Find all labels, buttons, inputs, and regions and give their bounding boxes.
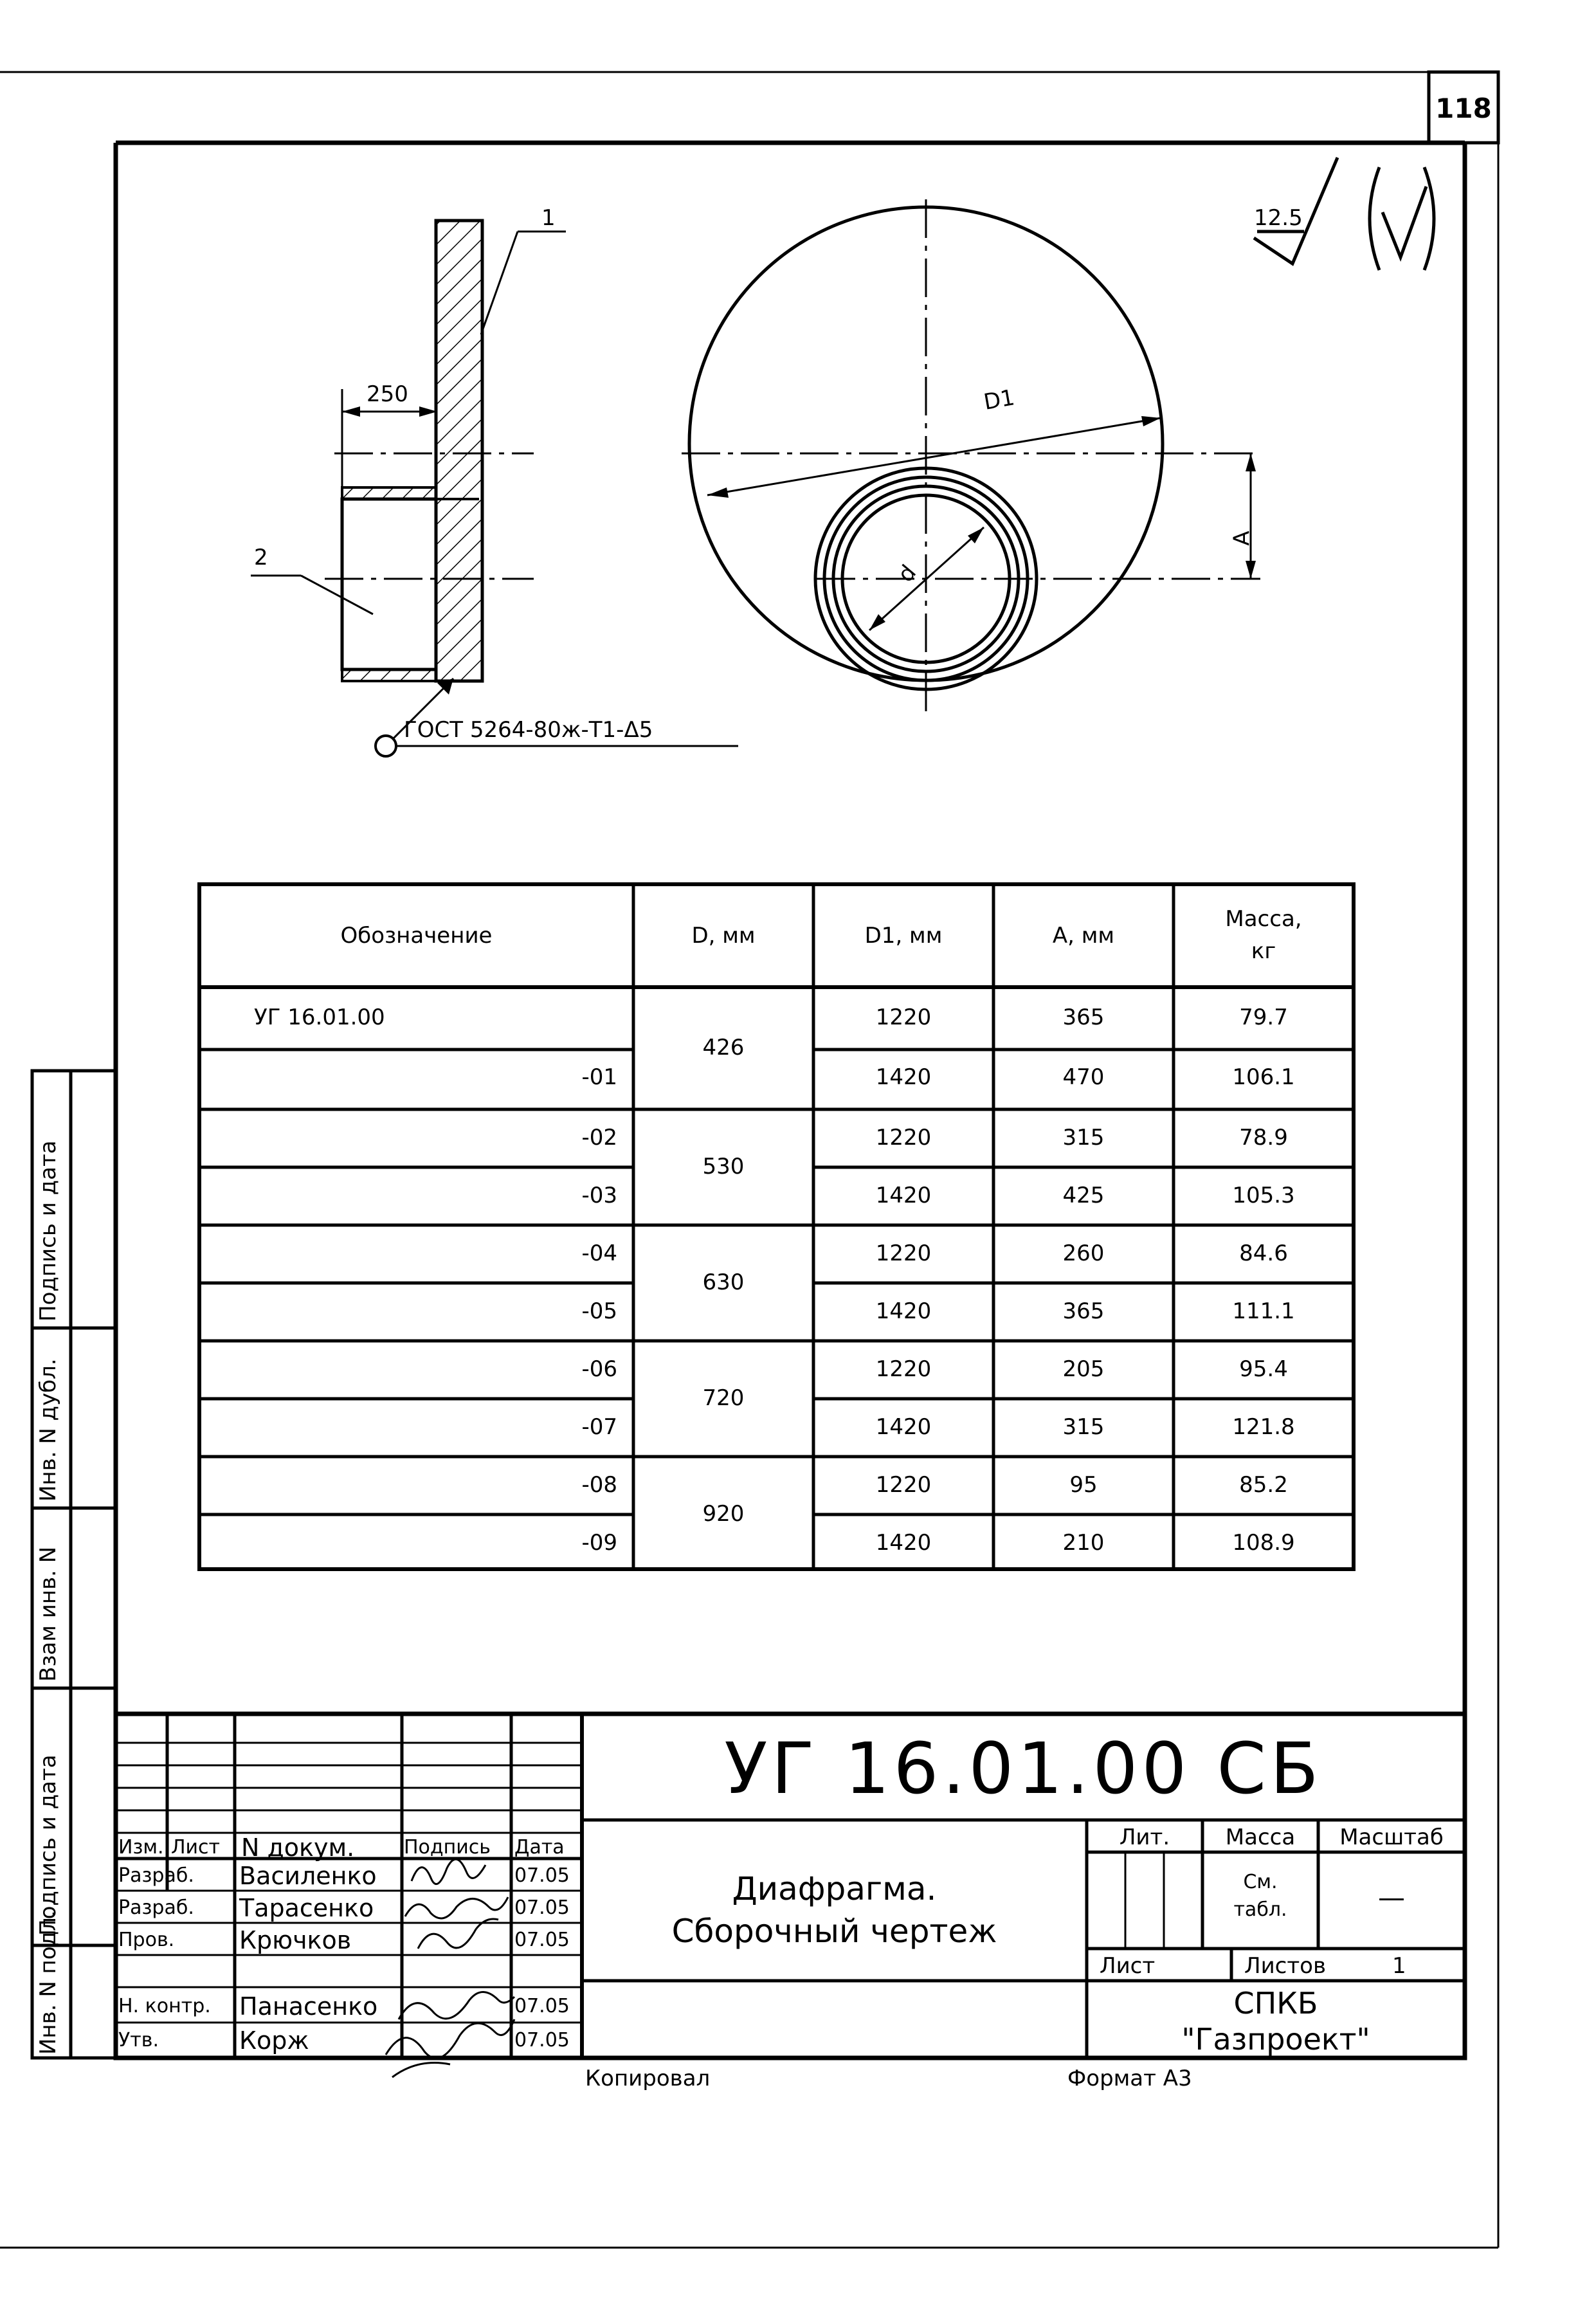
table-cell-a: 210: [1062, 1530, 1105, 1556]
table-cell-mass: 85.2: [1239, 1472, 1288, 1498]
circle-view: [682, 199, 1260, 714]
table-cell-d: 426: [702, 1035, 745, 1060]
weld-note: ГОСТ 5264-80ж-Т1-Δ5: [404, 717, 653, 743]
col-header-date: Дата: [514, 1836, 565, 1859]
side-stamp-label: Инв. N подл.: [35, 1910, 61, 2055]
table-cell-designation: -07: [581, 1414, 617, 1440]
sheets-value: 1: [1392, 1953, 1406, 1979]
pipe-body: [342, 499, 436, 669]
header-mass-line2: кг: [1251, 938, 1276, 964]
table-cell-d1: 1420: [875, 1298, 932, 1324]
table-cell-mass: 111.1: [1232, 1298, 1295, 1324]
table-cell-designation: -02: [581, 1125, 617, 1150]
col-header-sign: Подпись: [404, 1836, 491, 1859]
drawing-name-line2: Сборочный чертеж: [671, 1913, 997, 1950]
table-cell-designation: -09: [581, 1530, 617, 1556]
table-cell-d: 630: [702, 1269, 745, 1295]
role-label: Утв.: [118, 2029, 159, 2051]
table-cell-a: 260: [1062, 1241, 1105, 1266]
table-cell-a: 315: [1062, 1414, 1105, 1440]
table-cell-designation: -06: [581, 1356, 617, 1382]
side-stamp-label: Подпись и дата: [35, 1754, 61, 1936]
header-mass-line1: Масса,: [1225, 906, 1302, 932]
scale-value: —: [1378, 1882, 1405, 1913]
table-cell-d1: 1220: [875, 1356, 932, 1382]
role-date: 07.05: [514, 1995, 570, 2017]
footer-copied: Копировал: [585, 2066, 711, 2091]
org-line2: "Газпроект": [1181, 2022, 1370, 2057]
signature-tarasenko: [405, 1897, 508, 1918]
role-label: Разраб.: [118, 1896, 194, 1919]
side-stamp-label: Подпись и дата: [35, 1140, 61, 1322]
scale-label: Масштаб: [1339, 1824, 1444, 1850]
role-name: Василенко: [239, 1862, 377, 1890]
role-name: Корж: [239, 2026, 309, 2055]
org-line1: СПКБ: [1233, 1986, 1318, 2021]
leader-1-label: 1: [541, 205, 556, 231]
role-date: 07.05: [514, 1896, 570, 1919]
table-cell-d: 530: [702, 1154, 745, 1179]
table-cell-d: 920: [702, 1501, 745, 1527]
role-name: Тарасенко: [239, 1894, 374, 1922]
role-date: 07.05: [514, 1929, 570, 1951]
col-header-izm: Изм.: [118, 1836, 164, 1859]
table-cell-a: 95: [1069, 1472, 1098, 1498]
col-header-doc: N докум.: [241, 1833, 355, 1862]
signature-korzh: [386, 2019, 514, 2077]
table-cell-a: 315: [1062, 1125, 1105, 1150]
table-cell-mass: 121.8: [1232, 1414, 1295, 1440]
drawing-name-line1: Диафрагма.: [732, 1870, 937, 1907]
role-date: 07.05: [514, 2029, 570, 2051]
lit-label: Лит.: [1119, 1824, 1170, 1850]
table-cell-mass: 78.9: [1239, 1125, 1288, 1150]
table-cell-mass: 108.9: [1232, 1530, 1295, 1556]
table-cell-a: 205: [1062, 1356, 1105, 1382]
leader-2-label: 2: [254, 545, 268, 570]
header-d: D, мм: [691, 923, 756, 949]
table-cell-a: 425: [1062, 1183, 1105, 1208]
drawing-designation: УГ 16.01.00 СБ: [724, 1727, 1323, 1810]
footer-format: Формат А3: [1067, 2066, 1192, 2091]
table-cell-d1: 1220: [875, 1241, 932, 1266]
side-stamp-label: Взам инв. N: [35, 1546, 61, 1682]
role-label: Пров.: [118, 1929, 175, 1951]
table-cell-designation: -04: [581, 1241, 617, 1266]
table-cell-d1: 1420: [875, 1183, 932, 1208]
table-cell-mass: 95.4: [1239, 1356, 1288, 1382]
sheet-number: 118: [1435, 93, 1492, 124]
role-name: Панасенко: [239, 1992, 378, 2021]
mass-value-line2: табл.: [1233, 1898, 1287, 1921]
roughness-value: 12.5: [1254, 205, 1303, 231]
signature-panasenko: [399, 1992, 514, 2020]
table-cell-designation: -08: [581, 1472, 617, 1498]
signature-vasilenko: [412, 1859, 485, 1884]
table-cell-designation: -03: [581, 1183, 617, 1208]
plate-section: [436, 221, 482, 681]
pipe-wall-bottom: [342, 669, 436, 681]
header-d1: D1, мм: [864, 923, 943, 949]
table-cell-a: 470: [1062, 1064, 1105, 1090]
dimension-d-label: d: [893, 559, 922, 588]
header-a: A, мм: [1052, 923, 1115, 949]
role-name: Крючков: [239, 1926, 352, 1954]
spec-table-grid: [199, 884, 1354, 1569]
dimension-250: 250: [367, 381, 408, 407]
section-view: [251, 221, 738, 756]
table-cell-d: 720: [702, 1385, 745, 1411]
col-header-list: Лист: [171, 1836, 221, 1859]
sheet-label: Лист: [1100, 1953, 1156, 1979]
mass-value-line1: См.: [1243, 1871, 1278, 1893]
role-date: 07.05: [514, 1864, 570, 1887]
table-cell-d1: 1220: [875, 1005, 932, 1030]
table-cell-a: 365: [1062, 1298, 1105, 1324]
table-cell-mass: 106.1: [1232, 1064, 1295, 1090]
sheets-label: Листов: [1244, 1953, 1327, 1979]
dimension-d1-label: D1: [981, 385, 1017, 415]
table-cell-a: 365: [1062, 1005, 1105, 1030]
table-cell-d1: 1420: [875, 1064, 932, 1090]
signatures: [386, 1859, 514, 2077]
header-designation: Обозначение: [340, 923, 493, 949]
pipe-wall-top: [342, 487, 436, 499]
role-label: Н. контр.: [118, 1995, 211, 2017]
mass-label: Масса: [1225, 1824, 1296, 1850]
table-cell-designation: -05: [581, 1298, 617, 1324]
table-cell-d1: 1220: [875, 1125, 932, 1150]
side-stamp-label: Инв. N дубл.: [35, 1358, 61, 1502]
table-cell-designation: -01: [581, 1064, 617, 1090]
table-cell-mass: 79.7: [1239, 1005, 1288, 1030]
table-cell-designation: УГ 16.01.00: [254, 1005, 385, 1030]
table-cell-d1: 1420: [875, 1530, 932, 1556]
table-cell-d1: 1420: [875, 1414, 932, 1440]
role-label: Разраб.: [118, 1864, 194, 1887]
table-cell-d1: 1220: [875, 1472, 932, 1498]
dimension-a-label: A: [1229, 531, 1255, 546]
table-cell-mass: 105.3: [1232, 1183, 1295, 1208]
table-cell-mass: 84.6: [1239, 1241, 1288, 1266]
